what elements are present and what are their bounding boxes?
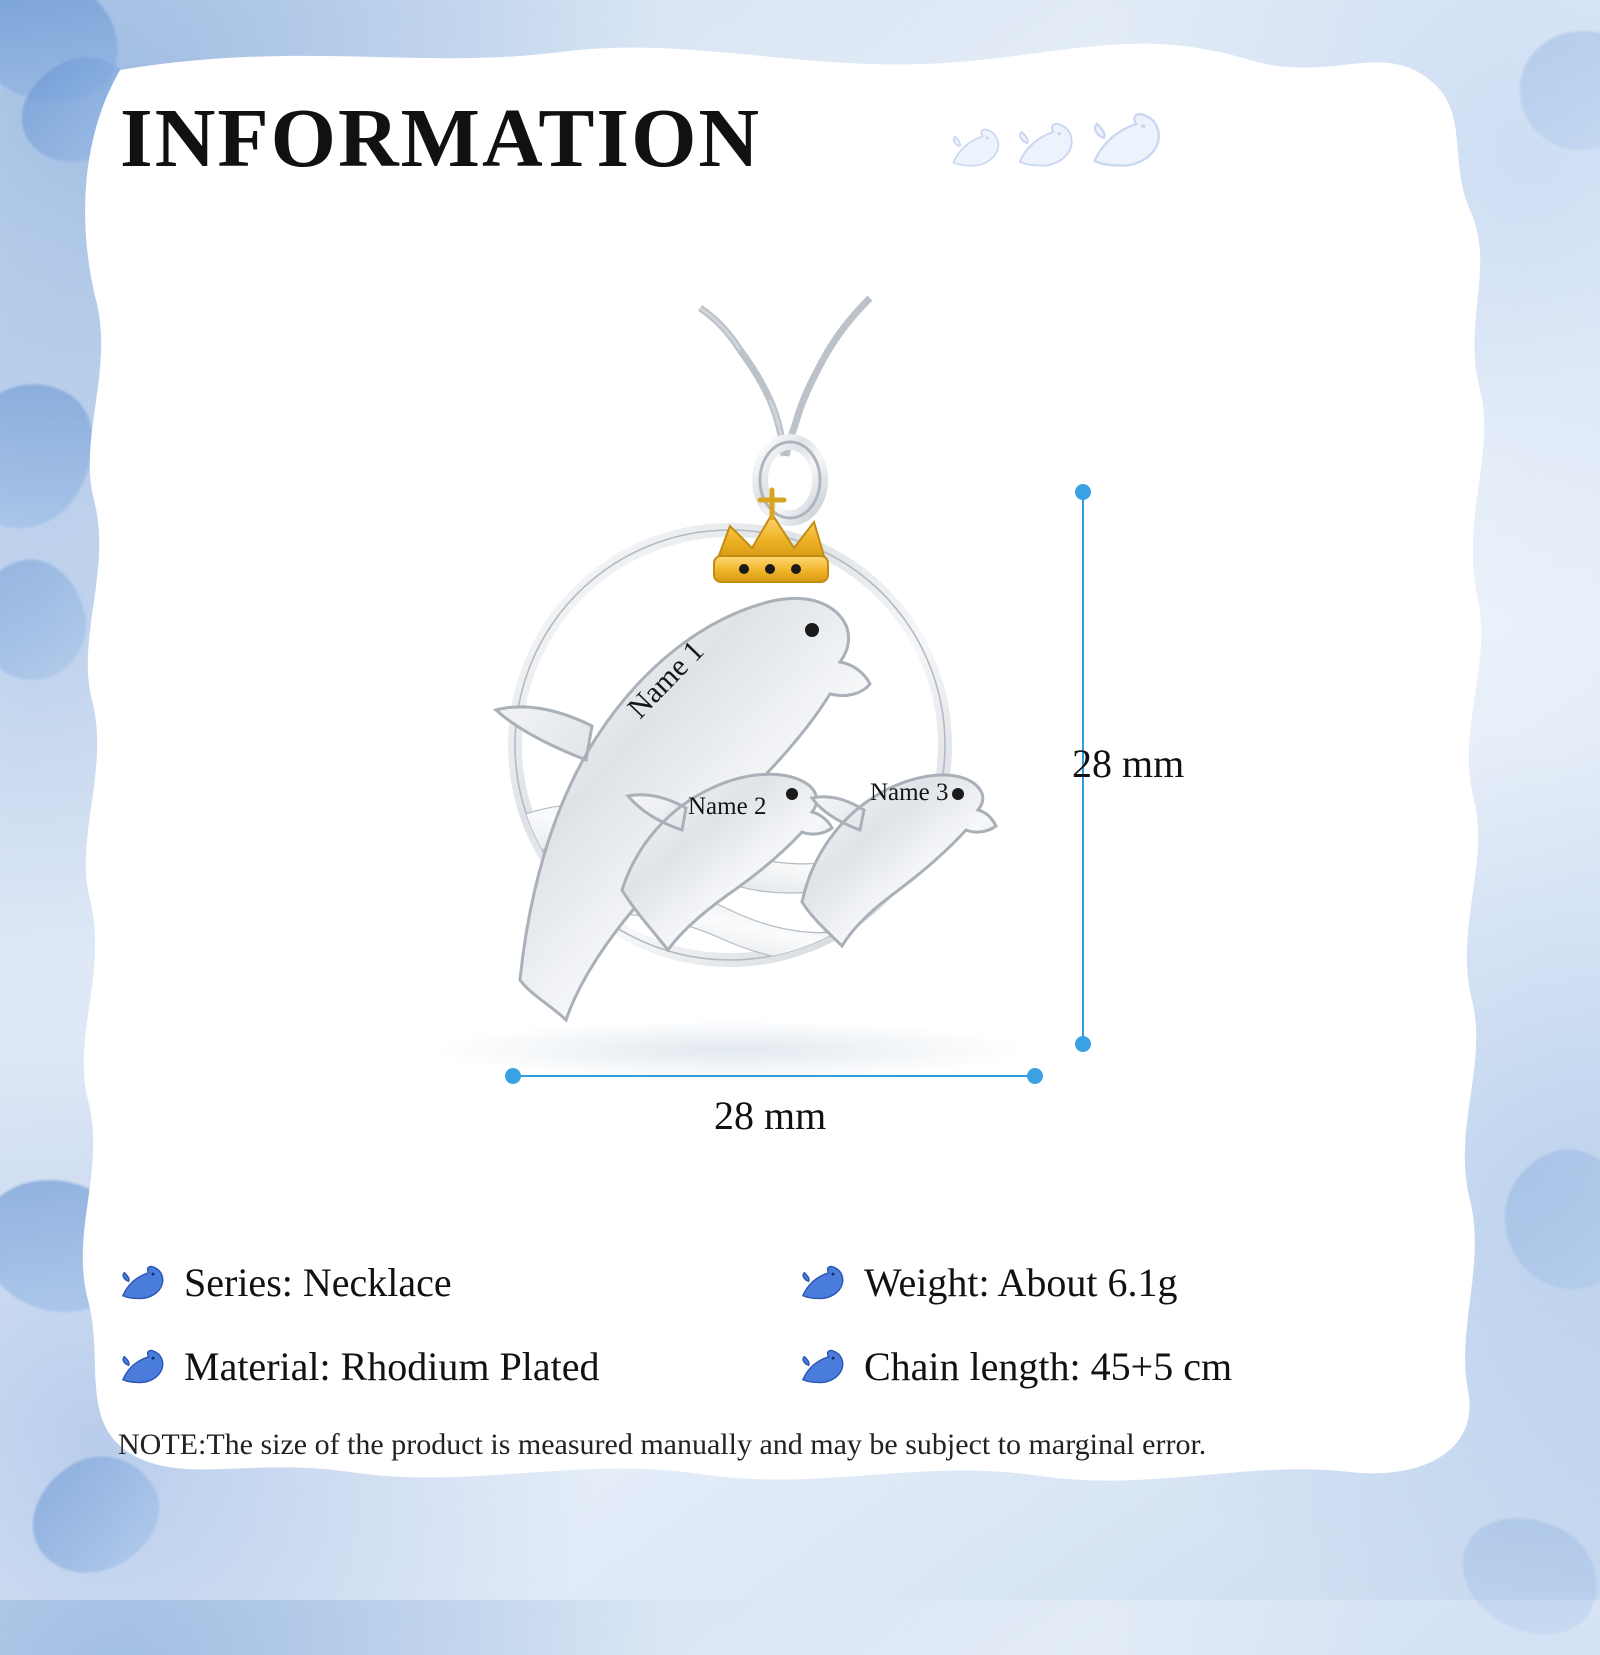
title-dolphin-decorations bbox=[950, 110, 1164, 168]
dolphin-icon bbox=[120, 1347, 166, 1385]
product-reflection bbox=[430, 1020, 1030, 1080]
spec-item-weight bbox=[800, 1240, 1420, 1324]
dolphin-icon bbox=[1016, 120, 1076, 168]
dimension-endpoint-dot bbox=[1075, 484, 1091, 500]
dolphin-icon bbox=[950, 126, 1002, 168]
engraving-name-3: Name 3 bbox=[870, 779, 949, 806]
page-title: INFORMATION bbox=[120, 92, 762, 185]
dimension-height-label: 28 mm bbox=[1072, 741, 1185, 786]
note-text: NOTE:The size of the product is measured manually and may be subject to marginal error. bbox=[118, 1428, 1207, 1461]
dimension-endpoint-dot bbox=[1027, 1068, 1043, 1084]
spec-item-series bbox=[0, 1240, 800, 1324]
spec-text: Material: Rhodium Plated bbox=[184, 1343, 600, 1389]
spec-text: Weight: About 6.1g bbox=[864, 1259, 1178, 1305]
dimension-endpoint-dot bbox=[1075, 1036, 1091, 1052]
dimension-endpoint-dot bbox=[505, 1068, 521, 1084]
engraving-name-1: Name 1 bbox=[621, 634, 711, 725]
spec-item-material bbox=[0, 1324, 800, 1408]
spec-item-chain-length bbox=[800, 1324, 1420, 1408]
spec-text: Series: Necklace bbox=[184, 1259, 452, 1305]
dolphin-icon bbox=[800, 1263, 846, 1301]
dolphin-icon bbox=[120, 1263, 166, 1301]
spec-text: Chain length: 45+5 cm bbox=[864, 1343, 1233, 1389]
spec-row bbox=[0, 1240, 1600, 1324]
product-image bbox=[400, 290, 1100, 1090]
dolphin-icon bbox=[1090, 110, 1164, 168]
dolphin-icon bbox=[800, 1347, 846, 1385]
engraving-name-2: Name 2 bbox=[688, 793, 767, 820]
spec-list bbox=[0, 1240, 1600, 1408]
spec-row bbox=[0, 1324, 1600, 1408]
dimension-width-label: 28 mm bbox=[714, 1093, 827, 1138]
